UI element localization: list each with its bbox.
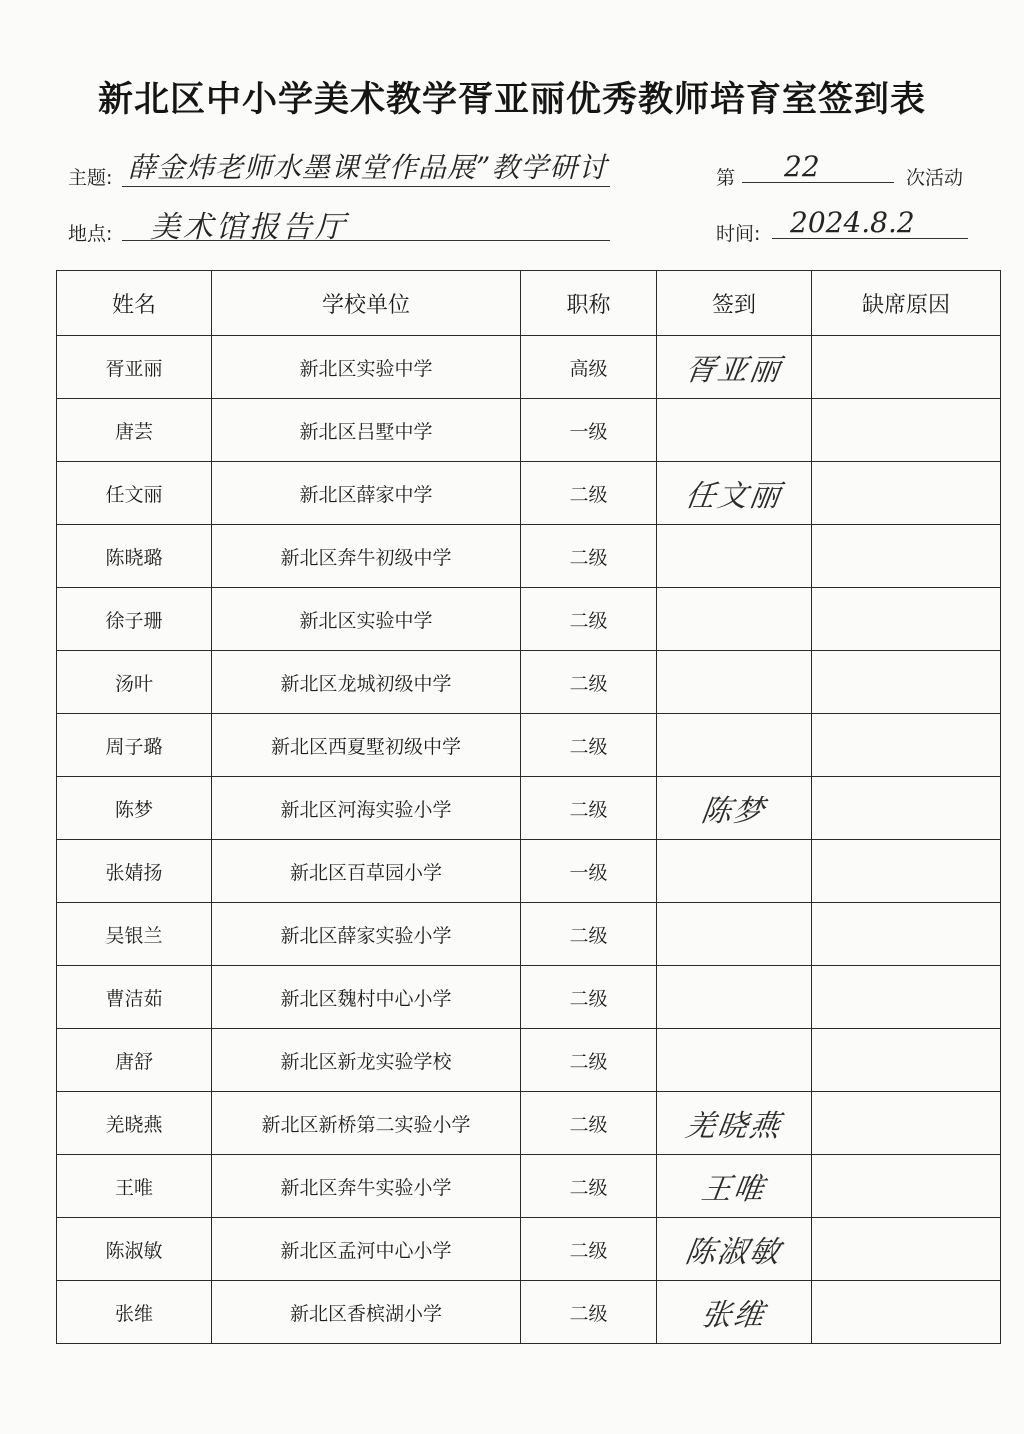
time-value[interactable]: 2024.8.2	[790, 206, 915, 239]
table-row	[57, 525, 1001, 588]
header-school: 学校单位	[212, 271, 521, 336]
title-cell: 二级	[521, 966, 657, 1029]
school-cell: 新北区香槟湖小学	[212, 1281, 521, 1344]
absence-reason-cell[interactable]	[812, 966, 1001, 1029]
time-underline	[772, 238, 968, 239]
sign-cell[interactable]	[657, 462, 812, 525]
sign-cell[interactable]	[657, 525, 812, 588]
sign-in-table	[56, 270, 1001, 1344]
name-cell: 陈淑敏	[57, 1218, 212, 1281]
absence-reason-cell[interactable]	[812, 462, 1001, 525]
table-row	[57, 399, 1001, 462]
table-row	[57, 966, 1001, 1029]
title-cell: 二级	[521, 1281, 657, 1344]
sign-cell[interactable]	[657, 1029, 812, 1092]
handwritten-signature: 羌晓燕	[683, 1109, 784, 1144]
school-cell: 新北区实验中学	[212, 588, 521, 651]
absence-reason-cell[interactable]	[812, 777, 1001, 840]
title-cell: 二级	[521, 714, 657, 777]
name-cell: 陈梦	[57, 777, 212, 840]
title-cell: 二级	[521, 1155, 657, 1218]
school-cell: 新北区奔牛初级中学	[212, 525, 521, 588]
header-title: 职称	[521, 271, 657, 336]
school-cell: 新北区吕墅中学	[212, 399, 521, 462]
place-underline	[122, 240, 610, 241]
absence-reason-cell[interactable]	[812, 525, 1001, 588]
title-cell: 二级	[521, 651, 657, 714]
sign-cell[interactable]	[657, 840, 812, 903]
table-row	[57, 1218, 1001, 1281]
table-row	[57, 714, 1001, 777]
absence-reason-cell[interactable]	[812, 1092, 1001, 1155]
table-row	[57, 336, 1001, 399]
title-cell: 高级	[521, 336, 657, 399]
name-cell: 周子璐	[57, 714, 212, 777]
activity-no-suffix: 次活动	[906, 167, 964, 189]
school-cell: 新北区龙城初级中学	[212, 651, 521, 714]
absence-reason-cell[interactable]	[812, 714, 1001, 777]
table-row	[57, 651, 1001, 714]
title-cell: 二级	[521, 1092, 657, 1155]
handwritten-signature: 陈梦	[699, 794, 768, 829]
school-cell: 新北区魏村中心小学	[212, 966, 521, 1029]
table-row	[57, 588, 1001, 651]
absence-reason-cell[interactable]	[812, 1029, 1001, 1092]
sign-cell[interactable]	[657, 1155, 812, 1218]
title-cell: 二级	[521, 1218, 657, 1281]
school-cell: 新北区薛家中学	[212, 462, 521, 525]
school-cell: 新北区百草园小学	[212, 840, 521, 903]
school-cell: 新北区奔牛实验小学	[212, 1155, 521, 1218]
school-cell: 新北区河海实验小学	[212, 777, 521, 840]
school-cell: 新北区孟河中心小学	[212, 1218, 521, 1281]
handwritten-signature: 王唯	[699, 1172, 768, 1207]
title-cell: 二级	[521, 525, 657, 588]
name-cell: 张维	[57, 1281, 212, 1344]
absence-reason-cell[interactable]	[812, 1155, 1001, 1218]
name-cell: 王唯	[57, 1155, 212, 1218]
absence-reason-cell[interactable]	[812, 651, 1001, 714]
name-cell: 汤叶	[57, 651, 212, 714]
sign-cell[interactable]	[657, 1092, 812, 1155]
sign-cell[interactable]	[657, 588, 812, 651]
theme-label: 主题:	[68, 167, 113, 189]
place-value[interactable]: 美术馆报告厅	[150, 210, 348, 245]
name-cell: 陈晓璐	[57, 525, 212, 588]
table-row	[57, 1029, 1001, 1092]
absence-reason-cell[interactable]	[812, 336, 1001, 399]
name-cell: 羌晓燕	[57, 1092, 212, 1155]
name-cell: 曹洁茹	[57, 966, 212, 1029]
table-row	[57, 840, 1001, 903]
name-cell: 徐子珊	[57, 588, 212, 651]
absence-reason-cell[interactable]	[812, 1281, 1001, 1344]
handwritten-signature: 任文丽	[683, 479, 784, 514]
header-name: 姓名	[57, 271, 212, 336]
sign-cell[interactable]	[657, 1281, 812, 1344]
name-cell: 吴银兰	[57, 903, 212, 966]
activity-no-underline	[742, 182, 894, 183]
sign-cell[interactable]	[657, 966, 812, 1029]
absence-reason-cell[interactable]	[812, 399, 1001, 462]
name-cell: 唐芸	[57, 399, 212, 462]
title-cell: 二级	[521, 588, 657, 651]
absence-reason-cell[interactable]	[812, 588, 1001, 651]
table-row	[57, 1092, 1001, 1155]
school-cell: 新北区西夏墅初级中学	[212, 714, 521, 777]
name-cell: 唐舒	[57, 1029, 212, 1092]
sign-cell[interactable]	[657, 1218, 812, 1281]
activity-no-prefix: 第	[716, 167, 736, 189]
title-cell: 二级	[521, 903, 657, 966]
sign-in-table-wrapper	[56, 270, 1000, 1349]
handwritten-signature: 胥亚丽	[683, 353, 784, 388]
theme-value[interactable]: 薛金炜老师水墨课堂作品展”教学研讨	[128, 151, 608, 184]
handwritten-signature: 陈淑敏	[683, 1235, 784, 1270]
absence-reason-cell[interactable]	[812, 1218, 1001, 1281]
sign-cell[interactable]	[657, 651, 812, 714]
sign-cell[interactable]	[657, 777, 812, 840]
table-header-row	[57, 271, 1001, 336]
name-cell: 张婧扬	[57, 840, 212, 903]
name-cell: 胥亚丽	[57, 336, 212, 399]
table-row	[57, 903, 1001, 966]
sign-cell[interactable]	[657, 903, 812, 966]
table-row	[57, 777, 1001, 840]
handwritten-signature: 张维	[699, 1298, 768, 1333]
sign-cell[interactable]	[657, 399, 812, 462]
title-cell: 二级	[521, 1029, 657, 1092]
sign-cell[interactable]	[657, 336, 812, 399]
name-cell: 任文丽	[57, 462, 212, 525]
title-cell: 一级	[521, 399, 657, 462]
absence-reason-cell[interactable]	[812, 840, 1001, 903]
school-cell: 新北区薛家实验小学	[212, 903, 521, 966]
activity-no-value[interactable]: 22	[784, 150, 820, 183]
absence-reason-cell[interactable]	[812, 903, 1001, 966]
table-row	[57, 1155, 1001, 1218]
title-cell: 一级	[521, 840, 657, 903]
school-cell: 新北区实验中学	[212, 336, 521, 399]
school-cell: 新北区新桥第二实验小学	[212, 1092, 521, 1155]
school-cell: 新北区新龙实验学校	[212, 1029, 521, 1092]
place-label: 地点:	[68, 223, 113, 245]
header-absence-reason: 缺席原因	[812, 271, 1001, 336]
table-row	[57, 462, 1001, 525]
table-row	[57, 1281, 1001, 1344]
page-title: 新北区中小学美术教学胥亚丽优秀教师培育室签到表	[97, 80, 926, 120]
theme-underline	[122, 186, 610, 187]
header-sign: 签到	[657, 271, 812, 336]
title-cell: 二级	[521, 462, 657, 525]
sign-cell[interactable]	[657, 714, 812, 777]
title-cell: 二级	[521, 777, 657, 840]
time-label: 时间:	[716, 223, 761, 245]
